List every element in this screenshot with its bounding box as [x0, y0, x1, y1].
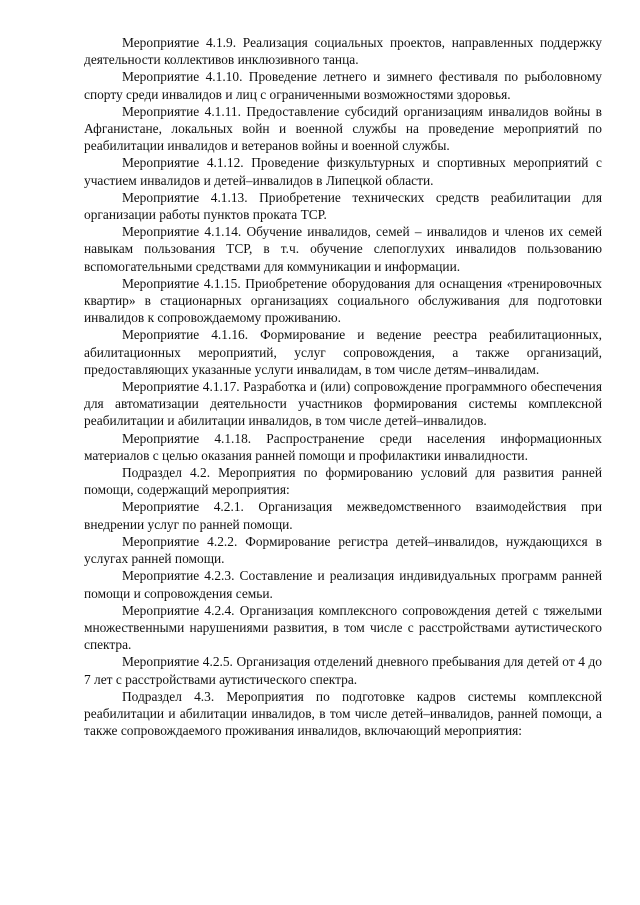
paragraph-4-1-18: Мероприятие 4.1.18. Распространение среди населения информационных материалов с целью оказания ранней помощи и профилактики инвалидности.: [84, 430, 602, 463]
paragraph-4-1-17: Мероприятие 4.1.17. Разработка и (или) сопровождение программного обеспечения для автоматизации деятельности участников формирования системы комплексной реабилитации и абилитации инвалидов, в том числе детей–инвалидов.: [84, 379, 602, 429]
paragraph-4-2-2: Мероприятие 4.2.2. Формирование регистра детей–инвалидов, нуждающихся в услугах ранней помощи.: [84, 533, 602, 567]
paragraph-4-1-11: Мероприятие 4.1.11. Предоставление субсидий организациям инвалидов войны в Афганистане, локальных войн и военной службы на проведение мероприятий по реабилитации инвалидов и ветеранов войны и военной службы.: [84, 103, 602, 154]
paragraph-4-1-12: Мероприятие 4.1.12. Проведение физкультурных и спортивных мероприятий с участием инвалидов и детей–инвалидов в Липецкой области.: [84, 155, 602, 188]
paragraph-4-2-5: Мероприятие 4.2.5. Организация отделений дневного пребывания для детей от 4 до 7 лет с расстройствами аутистического спектра.: [84, 654, 602, 687]
paragraph-4-1-16: Мероприятие 4.1.16. Формирование и ведение реестра реабилитационных, абилитационных мероприятий, услуг сопровождения, а также организаций, предоставляющих указанные услуги инвалидам, в том числе детям–инвалидам.: [84, 327, 602, 377]
paragraph-4-1-14: Мероприятие 4.1.14. Обучение инвалидов, семей – инвалидов и членов их семей навыкам пользования ТСР, в т.ч. обучение слепоглухих инвалидов пользованию вспомогательными средствами для коммуникации и информации.: [84, 224, 602, 274]
subsection-4-3-heading: Подраздел 4.3. Мероприятия по подготовке кадров системы комплексной реабилитации и абилитации инвалидов, в том числе детей–инвалидов, ранней помощи, а также сопровождаемого проживания инвалидов, включающий мероприятия:: [84, 688, 602, 739]
paragraph-4-2-3: Мероприятие 4.2.3. Составление и реализация индивидуальных программ ранней помощи и сопровождения семьи.: [84, 568, 602, 601]
paragraph-4-1-10: Мероприятие 4.1.10. Проведение летнего и зимнего фестиваля по рыболовному спорту среди инвалидов и лиц с ограниченными возможностями здоровья.: [84, 69, 602, 102]
paragraph-4-2-4: Мероприятие 4.2.4. Организация комплексного сопровождения детей с тяжелыми множественными нарушениями развития, в том числе с расстройствами аутистического спектра.: [84, 602, 602, 653]
subsection-4-2-heading: Подраздел 4.2. Мероприятия по формированию условий для развития ранней помощи, содержащий мероприятия:: [84, 465, 602, 498]
paragraph-4-1-9: Мероприятие 4.1.9. Реализация социальных проектов, направленных поддержку деятельности коллективов инклюзивного танца.: [84, 35, 602, 68]
paragraph-4-1-15: Мероприятие 4.1.15. Приобретение оборудования для оснащения «тренировочных квартир» в стационарных организациях социального обслуживания для подготовки инвалидов к сопровождаемому проживанию.: [84, 275, 602, 326]
paragraph-4-1-13: Мероприятие 4.1.13. Приобретение технических средств реабилитации для организации работы пунктов проката ТСР.: [84, 189, 602, 223]
paragraph-4-2-1: Мероприятие 4.2.1. Организация межведомственного взаимодействия при внедрении услуг по ранней помощи.: [84, 499, 602, 532]
document-page: [84, 34, 602, 739]
